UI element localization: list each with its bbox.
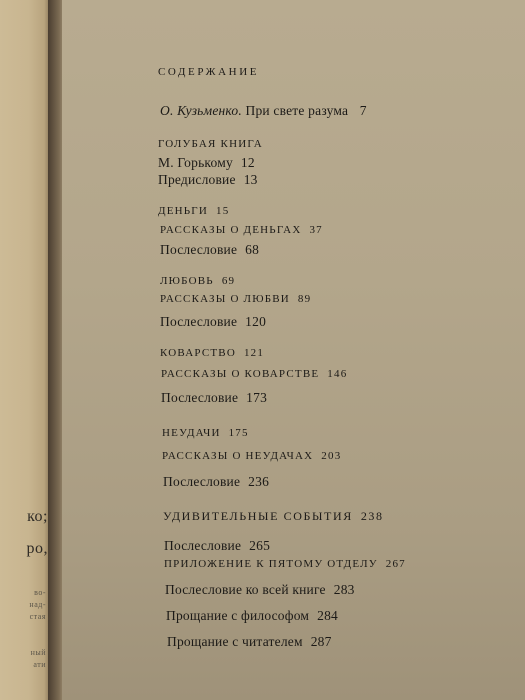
previous-page-edge (0, 0, 52, 700)
toc-entry-page: 89 (297, 293, 312, 305)
toc-entry-title: УДИВИТЕЛЬНЫЕ СОБЫТИЯ (163, 509, 353, 523)
toc-entry-title: ЛЮБОВЬ (160, 275, 214, 287)
toc-entry-title: Прощание с философом (166, 608, 310, 623)
toc-entry (161, 368, 347, 380)
toc-entry-title: Послесловие (163, 474, 241, 489)
toc-entry-title: Послесловие (160, 242, 238, 257)
toc-entry-title: Предисловие (158, 172, 236, 187)
toc-entry (162, 450, 341, 462)
toc-entry-title: НЕУДАЧИ (162, 427, 221, 439)
toc-entry (164, 538, 270, 554)
toc-entry-page: 236 (248, 474, 270, 489)
previous-page-fragment: над- (29, 600, 46, 609)
intro-title: При свете разума (245, 103, 349, 118)
toc-entry-title: Послесловие ко всей книге (165, 582, 326, 597)
toc-entry-title: КОВАРСТВО (160, 347, 236, 359)
intro-author: О. Кузьменко. (160, 103, 242, 118)
toc-entry-intro (160, 103, 367, 119)
toc-entry (167, 634, 332, 650)
toc-entry-title: РАССКАЗЫ О НЕУДАЧАХ (162, 450, 314, 462)
toc-entry (165, 582, 355, 598)
toc-entry (158, 155, 255, 171)
toc-entry-title: М. Горькому (158, 155, 233, 170)
toc-entry (163, 474, 269, 490)
toc-entry (160, 293, 311, 305)
toc-entry-page: 13 (243, 172, 258, 187)
toc-entry (160, 224, 323, 236)
toc-entry-page: 175 (228, 427, 249, 439)
toc-entry-title: ДЕНЬГИ (158, 205, 208, 217)
toc-entry (158, 138, 263, 150)
toc-entry-page: 15 (216, 205, 230, 217)
table-of-contents (62, 0, 525, 700)
contents-page (62, 0, 525, 700)
toc-entry (163, 509, 384, 524)
toc-entry (160, 242, 259, 258)
intro-page: 7 (359, 103, 367, 118)
page-title: СОДЕРЖАНИЕ (158, 66, 260, 78)
toc-entry (160, 314, 266, 330)
toc-entry-page: 173 (246, 390, 268, 405)
toc-entry (158, 172, 258, 188)
toc-entry-page: 203 (321, 450, 342, 462)
toc-entry-page: 146 (327, 368, 348, 380)
toc-entry (158, 205, 229, 217)
previous-page-fragment: ный (30, 648, 46, 657)
toc-entry (161, 390, 267, 406)
previous-page-fragment: ати (33, 660, 46, 669)
previous-page-fragment: ро, (26, 540, 48, 557)
toc-entry (166, 608, 338, 624)
toc-entry-page: 238 (360, 509, 384, 523)
previous-page-fragment: во- (34, 588, 46, 597)
toc-entry-title: ГОЛУБАЯ КНИГА (158, 138, 263, 150)
toc-entry-title: Послесловие (164, 538, 242, 553)
toc-entry (162, 427, 249, 439)
toc-entry-title: Прощание с читателем (167, 634, 303, 649)
toc-entry (160, 275, 235, 287)
toc-entry-title: Послесловие (160, 314, 238, 329)
toc-entry-title: РАССКАЗЫ О ДЕНЬГАХ (160, 224, 302, 236)
toc-entry-page: 267 (385, 558, 406, 570)
toc-entry-page: 283 (333, 582, 355, 597)
toc-entry-page: 284 (317, 608, 338, 623)
toc-entry-page: 265 (249, 538, 271, 553)
toc-entry-page: 68 (245, 242, 260, 257)
toc-entry-page: 287 (310, 634, 332, 649)
toc-entry-title: РАССКАЗЫ О КОВАРСТВЕ (161, 368, 320, 380)
toc-entry-page: 120 (245, 314, 267, 329)
toc-entry (160, 347, 264, 359)
toc-entry-page: 12 (240, 155, 255, 170)
toc-entry-title: РАССКАЗЫ О ЛЮБВИ (160, 293, 290, 305)
toc-entry-title: ПРИЛОЖЕНИЕ К ПЯТОМУ ОТДЕЛУ (164, 558, 378, 570)
previous-page-fragment: стая (29, 612, 46, 621)
toc-entry-title: Послесловие (161, 390, 239, 405)
toc-entry-page: 37 (309, 224, 323, 236)
previous-page-fragment: ко; (27, 508, 48, 525)
toc-entry-page: 69 (221, 275, 236, 287)
toc-entry-page: 121 (243, 347, 265, 359)
toc-entry (164, 558, 406, 570)
